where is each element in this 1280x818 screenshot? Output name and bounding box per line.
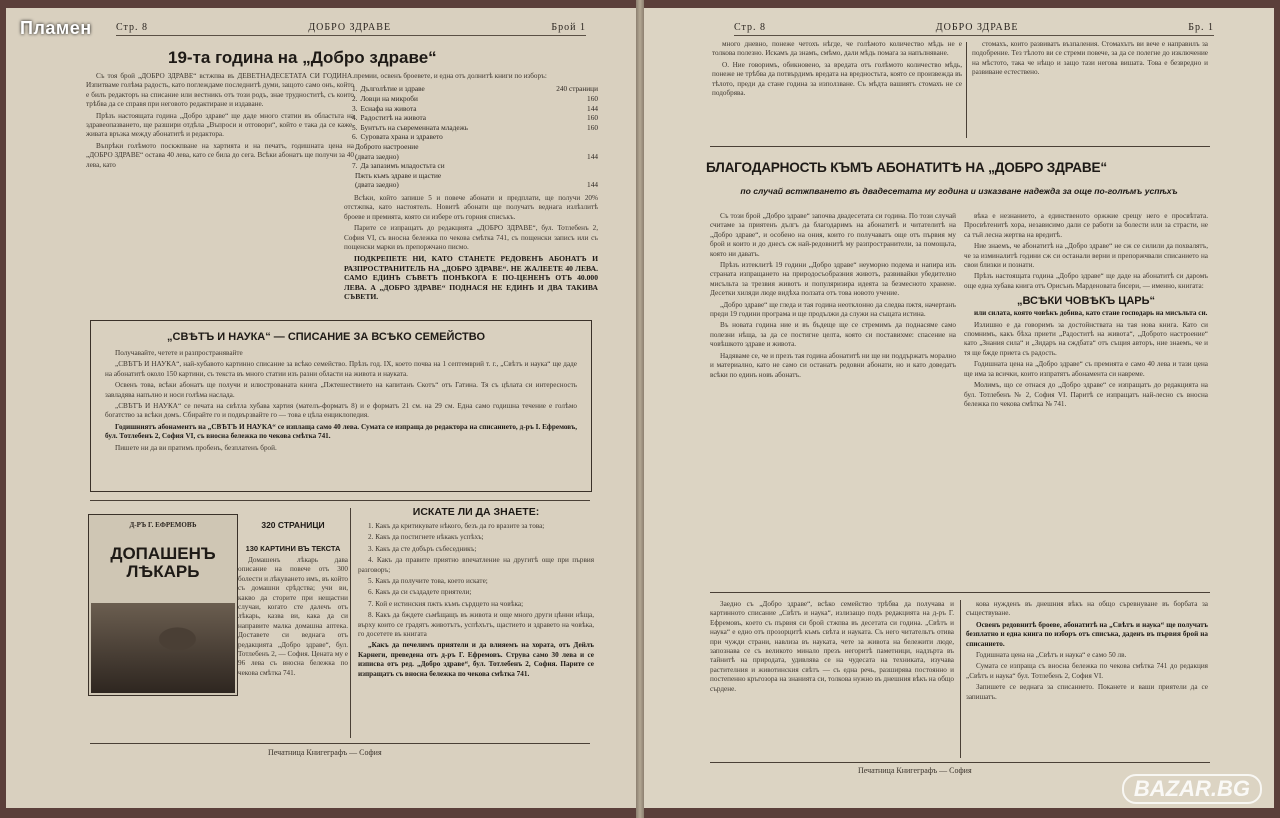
- right-header-title: ДОБРО ЗДРАВЕ: [935, 22, 1019, 33]
- left-page-number: Стр. 8: [116, 22, 149, 33]
- list-item: 7. Да запазимъ младостьта си: [352, 161, 445, 171]
- list-item: 2. Какъ да постигнете нѣкакъ успѣхъ;: [368, 533, 484, 542]
- svet-i-nauka-heading: „СВѢТЪ И НАУКА“ — СПИСАНИЕ ЗА ВСѢКО СЕМЕЙСТВО: [167, 331, 485, 343]
- thanks-paragraph: „Добро здраве“ ще гледа и тая година неотклонно да следва пжтя, начертанъ преди 19 години програма и ще продължи да служи на същата истина.: [710, 300, 956, 319]
- svet-paragraph: Пишете ни да ви пратимъ пробенъ, безплатенъ брой.: [115, 443, 277, 452]
- thanks-paragraph: Ние знаемъ, че абонатитѣ на „Добро здраве“ не сж се силили да похвалятъ, че за изминалитѣ години сж си останали верни и препоржчвали списанието на свои близки и познати.: [964, 242, 1208, 270]
- svet-i-nauka-body: [105, 349, 577, 487]
- right-article-title: БЛАГОДАРНОСТЬ КЪМЪ АБОНАТИТѢ НА „ДОБРО ЗДРАВЕ“: [706, 160, 1107, 175]
- svet-i-nauka-box: [90, 320, 592, 492]
- left-article-title: 19-та година на „Добро здраве“: [168, 48, 437, 67]
- list-item: (двата заедно) 144: [355, 151, 598, 161]
- list-item: 4. Какъ да правите приятно впечатление на другитѣ още при първия разговоръ;: [358, 556, 594, 574]
- know-book-text: „Какъ да печелимъ приятели и да влияемъ на хората, отъ Дейлъ Карнеги, преведена отъ д-ръ Г. Ефремовъ. Струва само 30 лева и се изписва отъ ред. „Добро здраве“, бул. Тотлебенъ 2, София. Парите се изпращатъ съ вносна бележка по чекова смѣтка 741.: [358, 641, 594, 678]
- column-divider: [350, 508, 351, 738]
- thanks-column-left: [710, 212, 956, 584]
- qa-paragraph: много дневно, понеже четохъ нѣгде, че голѣмото количество мѣдь не е толкова полезно. Искамъ да знамъ, смѣмо, дали мѣдь помага за напълняване.: [712, 40, 962, 58]
- premium-intro: премии, освенъ броевете, и една отъ долнитѣ книги по изборъ:: [354, 72, 547, 80]
- qa-column-right: [972, 40, 1208, 138]
- list-item: 3. Какъ да сте добъръ събеседникъ;: [368, 544, 477, 553]
- svet-ad-paragraph: Годишната цена на „Свѣтъ и наука“ е само 50 лв.: [976, 651, 1127, 660]
- qa-paragraph: стомахъ, които развиватъ възпаления. Стомахътъ ви вече е направилъ за подобрение. Тез тѣлото ви се стреми повече, за да се полегне до изключение на мѣстото, така че нѣщо и защо тази негова вишата. Това е безвредно и развиване естествено.: [972, 40, 1208, 77]
- section-divider: [90, 500, 590, 501]
- svet-ad-left: [710, 600, 954, 758]
- svet-sub: Получавайте, четете и разпространявайте: [115, 349, 243, 357]
- book-pages: 320 СТРАНИЦИ: [261, 520, 325, 530]
- svet-ad-paragraph: Заедно съ „Добро здраве“, всѣко семейство трѣбва да получава и картинното списание „Свѣтъ и наука“, излизащо подъ редакцията на д-ръ Г. Ефремовъ, което съ първия си брой стжпва въ десетата си година. „Свѣтъ и наука“ е едно отъ прозорцитѣ къмъ свѣта и науката. Съ него читательтъ отива при чужди страни, навлиза въ науката, чете за живота на бележити люде, запознава се съ великото минало презъ негоритѣ паметници, надзърта въ тайнитѣ на природата, удивлява се на чудесата на техниката, изучава растителния и животинския свѣтъ — съ една речь, разширява постоянно и постепенно кръгозора на знанията си, толкова нужно въ днешния вѣкъ на общо сърдене.: [710, 600, 954, 693]
- left-running-header: [116, 22, 586, 36]
- book-pictures: 130 КАРТИНИ ВЪ ТЕКСТА: [245, 544, 341, 553]
- left-issue-number: Брой 1: [551, 22, 586, 33]
- seller-name: Пламен: [20, 18, 92, 38]
- left-page: [6, 8, 636, 808]
- book-title: „ВСѢКИ ЧОВѢКЪ ЦАРЬ“: [1016, 295, 1156, 308]
- book-cover-illustration: [91, 603, 235, 693]
- premium-column: [344, 72, 598, 322]
- list-item: (двата заедно) 144: [355, 180, 598, 190]
- book-description: [238, 520, 348, 700]
- book-cover-title: ДОПАШЕНЪ ЛѢКАРЬ: [110, 544, 216, 581]
- thanks-paragraph: вѣка е незнанието, а единственото оржжие срещу него е просвѣтата. Просвѣтенитѣ хора, независимо дали се работи за болести или за страсти, не са тъй лесна жертва на вредитѣ.: [964, 212, 1208, 239]
- right-page: [644, 8, 1274, 808]
- thanks-paragraph: Съ този брой „Добро здраве“ започва двадесетата си година. По този случай считаме за приятенъ дългъ да благодаримъ на абонатитѣ и читателитѣ на „Добро здраве“, и особено на ония, които го получаватъ още отъ първия му брой и които и до днесъ сж най-редовнитѣ му разпространители, за помощьта, която ни даватъ.: [710, 212, 956, 258]
- appeal-text: ПОДКРЕПЕТЕ НИ, КАТО СТАНЕТЕ РЕДОВЕНЪ АБОНАТЪ И РАЗПРОСТРАНИТЕЛЬ НА „ДОБРО ЗДРАВЕ“. НЕ ЖАЛЕЕТЕ 40 ЛЕВА. САМО ЕДИНЪ СЪВЕТЪ ПОНѢКОГА Е ПО-ЦЕНЕНЪ ОТЪ 40.000 ЛЕВА. А „ДОБРО ЗДРАВЕ“ ПОДНАСЯ НЕ ЕДИНЪ И ДВА ТАКИВА СЪВЕТИ.: [344, 254, 598, 301]
- right-footer: Печатница Книгеграфъ — София: [858, 766, 972, 775]
- svet-paragraph: Освенъ това, всѣки абонатъ ще получи и илюстрованата книга „Пжтешествието на капитанъ Скотъ“ отъ Гатина. Тя съ цѣлата си интересность завладява напълно и носи голѣма наслада.: [105, 381, 577, 399]
- column-divider: [960, 600, 961, 758]
- svet-paragraph: „СВѢТЪ И НАУКА“ се печата на свѣтла хубава хартия (мателъ-форматъ 8) и е форматъ 21 см. на 29 см. Една само годишна течение е голѣмо богатство за всѣки домъ. Сбирайте го и подвързвайте го — това е цѣла енциклопедия.: [105, 402, 577, 420]
- svet-ad-paragraph: Запишете се веднага за списанието. Поканете и ваши приятели да се запишатъ.: [966, 683, 1208, 701]
- list-item: 3. Еснафа на живота 144: [352, 103, 598, 113]
- list-item: 5. Бунтътъ на съвременната младежь 160: [352, 122, 598, 132]
- thanks-column-right: [964, 212, 1208, 584]
- svet-ad-paragraph: кова нужденъ въ днешния вѣкъ на общо съревнуване въ борбата за съществуване.: [966, 600, 1208, 618]
- qa-column-left: [712, 40, 962, 138]
- section-divider: [710, 146, 1210, 147]
- thanks-paragraph: Прѣзъ изтеклитѣ 19 години „Добро здраве“ неуморно подема и напира изъ страната изпращането на природосъобразния животъ, развивайки убедително мисъльта за трезвия животъ и популяризира идеята за безмесното хранене. Десетки хиляди люде видѣха ползата отъ това новото учение.: [710, 261, 956, 298]
- thanks-paragraph: Въ новата година ние и въ бъдеще ще се стремимъ да поднасяме само полезни нѣща, за да се постигне целта, която си поставихме: спасение на човѣшкото здраве и живота.: [710, 321, 956, 349]
- column-divider: [966, 42, 967, 138]
- payment-text: Парите се изпращатъ до редакцията „ДОБРО ЗДРАВЕ“, бул. Тотлебенъ 2, София VI, съ вносна бележка по чекова смѣтка 741, съ пощенски записъ или съ пощенски марки въ препоржчано писмо.: [344, 224, 598, 251]
- book-spine: [636, 0, 644, 818]
- svet-ad-paragraph: Сумата се изпраща съ вносна бележка по чекова смѣтка 741 до редакция „Свѣтъ и наука“ бул. Тотлебенъ 2, София VI.: [966, 662, 1208, 680]
- left-intro-column: [86, 72, 354, 312]
- svet-paragraph: „СВѢТЪ И НАУКА“, най-хубавото картинно списание за всѣко семейство. Прѣзъ год. IX, което почва на 1 септемврий т. г., „Свѣтъ и наука“ ще даде на абонатитѣ около 150 картини, съ текста въ много статии изъ разни области на живота и науката.: [105, 360, 577, 378]
- book-cover: [88, 514, 238, 696]
- right-issue-number: Бр. 1: [1188, 22, 1214, 33]
- intro-paragraph: Съ тоя брой „ДОБРО ЗДРАВЕ“ встжпва въ ДЕВЕТНАДЕСЕТАТА СИ ГОДИНА. Изпитваме голѣма радость, като поглеждаме последнитѣ думи, защото само онъ, който е билъ редакторъ на списание или вестникъ отъ този родъ, знае трудноститѣ, съ които трѣбва да се справя при неговото редактиране и издаване.: [86, 72, 354, 109]
- right-running-header: [734, 22, 1214, 36]
- site-watermark: BAZAR.BG: [1122, 774, 1262, 804]
- footer-divider: [90, 743, 590, 744]
- book-body: Домашенъ лѣкарь дава описание на повече отъ 300 болести и лѣкуването имъ, въ който съ домашни срѣдства; учи ви, какво да сторите при нещастни случаи, когато сте далечъ отъ лѣкарь, казва ви, кака да си направите малка домашна аптека. Доставете си веднага отъ редакцията „Добро здраве“, бул. Тотлебенъ 2, — София. Цената му е 96 лева съ вносна бележка по чекова смѣтка 741.: [238, 556, 348, 677]
- intro-paragraph: Въпрѣки голѣмото поскжпване на хартията и на печатъ, годишната цена на „ДОБРО ЗДРАВЕ“ остава 40 лева, като се била до сега. Всѣки абонатъ ще получи за 40 лева, като: [86, 141, 354, 169]
- thanks-paragraph: Надяваме се, че и презъ тая година абонатитѣ ни ще ни поддържатъ морално и материално, като не само си останатъ редовни абонати, но и като доведатъ всѣки по единъ новъ абонатъ.: [710, 351, 956, 379]
- list-item: 6. Суровата храна и здравето: [352, 132, 443, 142]
- thanks-paragraph: Излишно е да говоримъ за достойнствата на тая нова книга. Като си спомнимъ, какъ бѣха приети „Радоститѣ на живота“, „Доброто настроение“ като „Знания сила“ и „Зидаръ на сждбата“ отъ същия авторъ, ние знаемъ, че и тя ще бжде приета съ радость.: [964, 320, 1208, 357]
- list-item: 5. Какъ да получите това, което искате;: [368, 577, 488, 586]
- list-item: 1. Дълголѣтие и здраве 240 страници: [352, 84, 598, 94]
- premium-text: Всѣки, който запише 5 и повече абонати и предплати, ще получи 20% отстжпка, като настоятелъ. Новитѣ абонати ще получатъ веднага излѣзлитѣ броеве и премията, която си избере отъ горния списъкъ.: [344, 193, 598, 221]
- thanks-paragraph: Прѣзъ настоящата година „Добро здраве“ ще даде на абонатитѣ си даромъ още една хубава книга отъ Орисънъ Марденовата бисери, — именно, книгата:: [964, 272, 1208, 290]
- svet-ad-right: [966, 600, 1208, 758]
- know-heading: ИСКАТЕ ЛИ ДА ЗНАЕТЕ:: [412, 506, 540, 518]
- list-item: 7. Кой е истинския пжть къмъ сърдцето на човѣка;: [368, 599, 524, 608]
- qa-paragraph: О. Ние говоримъ, обикновено, за вредата отъ голѣмото количество мѣдь, понеже не трѣбва да потвърдимъ вредата на вредностьта, която се произвежда въ тѣлото, преди да стане година за използване. Съ мѣдта вашиятъ стомахъ не се подобрява.: [712, 60, 962, 98]
- section-divider: [710, 592, 1210, 593]
- footer-divider: [710, 762, 1210, 763]
- book-cover-author: Д-РЪ Г. ЕФРЕМОВЪ: [129, 521, 197, 529]
- svet-ad-paragraph: Освенъ редовнитѣ броеве, абонатитѣ на „Свѣтъ и наука“ ще получатъ безплатно и една книга по изборъ отъ списъка, даденъ въ първия брой на списанието.: [966, 620, 1208, 648]
- right-article-subtitle: по случай встжпването въ двадесетата му година и изказване надежда за още по-голѣмъ успѣхъ: [740, 186, 1178, 196]
- list-item: 4. Радоститѣ на живота 160: [352, 113, 598, 123]
- list-item: 6. Какъ да си създадете приятели;: [368, 588, 472, 597]
- right-page-number: Стр. 8: [734, 22, 767, 33]
- know-section: [358, 506, 594, 746]
- svet-paragraph: Годишниятъ абонаментъ на „СВѢТЪ И НАУКА“ се изплаща само 40 лева. Сумата се изпраща до редактора на списанието, д-ръ І. Ефремовъ, бул. Тотлебенъ 2, София VI, съ вносна бележка по чекова смѣтка 741.: [105, 422, 577, 441]
- list-item: 2. Ловци на микроби 160: [352, 94, 598, 103]
- intro-paragraph: Прѣзъ настоящата година „Добро здраве“ ще даде много статии въ областьта на здравеопазването, ще разшири отдѣла „Въпроси и отговори“, който е така да се каже, живата връзка между абонатитѣ и редактора.: [86, 111, 354, 139]
- list-item: Пжть къмъ здраве и щастие: [355, 170, 442, 180]
- list-item: 8. Какъ да бждете сьмѣщащъ въ живота и още много други цѣнни нѣща, върху които се градятъ животътъ, успѣхътъ, щастието и здравето на човѣка, го досетете въ книгата: [358, 611, 594, 639]
- list-item: Доброто настроение: [355, 141, 419, 151]
- left-header-title: ДОБРО ЗДРАВЕ: [308, 22, 392, 33]
- premium-list: [344, 84, 598, 190]
- list-item: 1. Какъ да критикувате нѣкого, безъ да го вразите за това;: [368, 522, 545, 530]
- thanks-paragraph: Молимъ, що се отнася до „Добро здраве“ се изпращатъ до редакцията на бул. Тотлебенъ № 2, София VI. Паритѣ се изпращатъ най-лесно съ вносна бележка по чекова смѣтка № 741.: [964, 381, 1208, 408]
- thanks-paragraph: Годишната цена на „Добро здраве“ съ премията е само 40 лева и тази цена ще има за всички, които изпратятъ абонамента си навреме.: [964, 360, 1208, 378]
- book-subtitle: или силата, която човѣкъ добива, като стане господарь на мисъльта си.: [974, 309, 1208, 318]
- left-footer: Печатница Книгеграфъ — София: [268, 748, 382, 757]
